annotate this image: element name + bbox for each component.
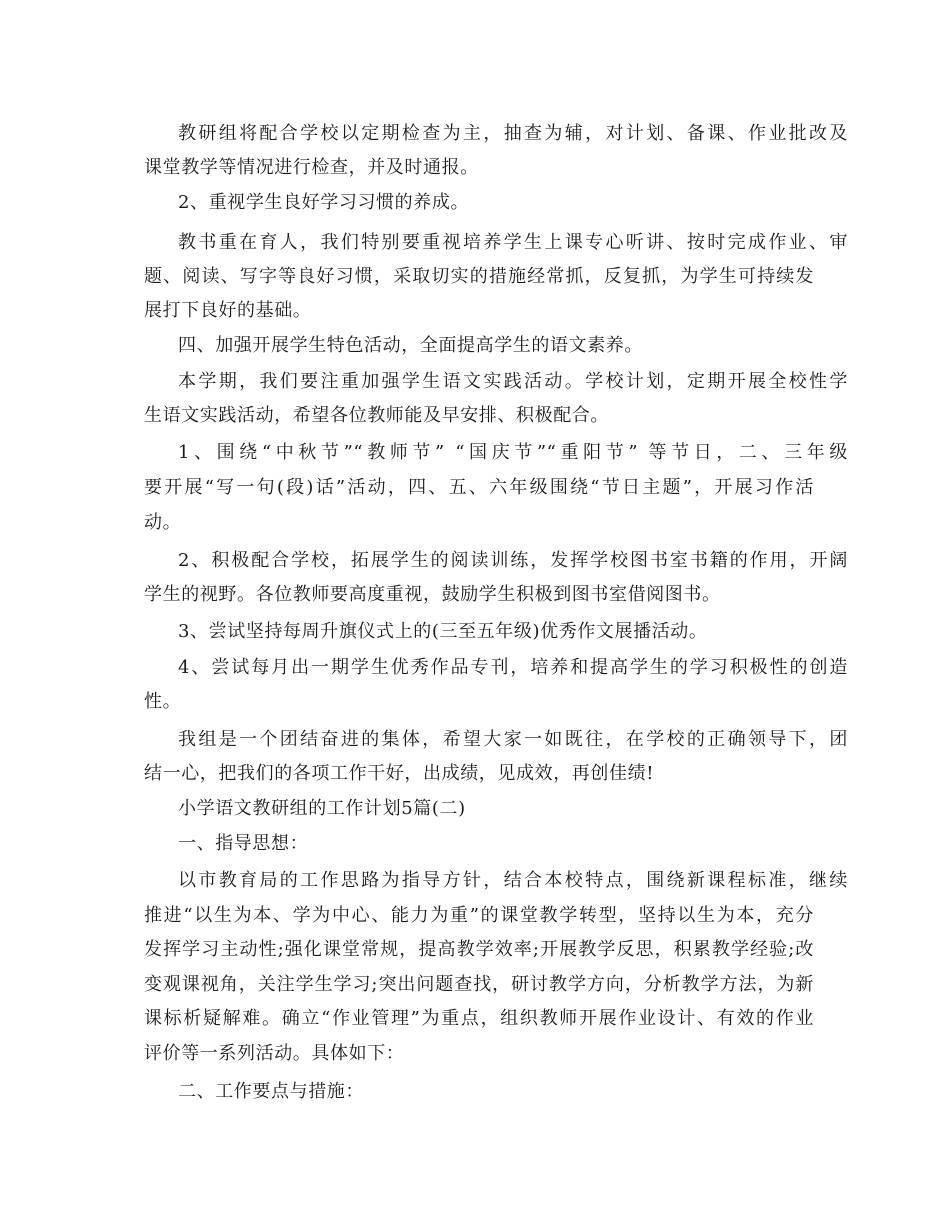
section-heading: 二、工作要点与措施： (178, 1081, 364, 1102)
paragraph-line: 4、尝试每月出一期学生优秀作品专刊，培养和提高学生的学习积极性的创造 (178, 657, 848, 678)
paragraph-line: 2、积极配合学校，拓展学生的阅读训练，发挥学校图书室书籍的作用，开阔 (178, 550, 848, 571)
section-heading: 一、指导思想： (178, 833, 309, 854)
paragraph-line: 评价等一系列活动。具体如下： (144, 1043, 405, 1064)
paragraph-line: 要开展“写一句(段)话”活动，四、五、六年级围绕“节日主题”，开展习作活 (144, 477, 814, 498)
paragraph-line: 结一心，把我们的各项工作干好，出成绩，见成效，再创佳绩! (144, 763, 655, 784)
paragraph-line: 1、围绕“中秋节”“教师节” “国庆节”“重阳节” 等节日，二、三年级 (178, 442, 848, 463)
paragraph-line: 学生的视野。各位教师要高度重视，鼓励学生积极到图书室借阅图书。 (144, 584, 721, 605)
paragraph-line: 教研组将配合学校以定期检查为主，抽查为辅，对计划、备课、作业批改及 (178, 123, 848, 144)
paragraph-line: 我组是一个团结奋进的集体，希望大家一如既往，在学校的正确领导下，团 (178, 729, 848, 750)
paragraph-line: 四、加强开展学生特色活动，全面提高学生的语文素养。 (178, 335, 643, 356)
paragraph-line: 2、重视学生良好学习习惯的养成。 (178, 192, 470, 213)
paragraph-line: 生语文实践活动，希望各位教师能及早安排、积极配合。 (144, 405, 609, 426)
paragraph-line: 展打下良好的基础。 (144, 300, 312, 321)
paragraph-line: 本学期，我们要注重加强学生语文实践活动。学校计划，定期开展全校性学 (178, 371, 848, 392)
paragraph-line: 变观课视角，关注学生学习;突出问题查找，研讨教学方向，分析教学方法，为新 (144, 974, 814, 995)
paragraph-line: 动。 (144, 512, 182, 533)
paragraph-line: 课堂教学等情况进行检查，并及时通报。 (144, 157, 479, 178)
paragraph-line: 发挥学习主动性;强化课堂常规，提高教学效率;开展教学反思，积累教学经验;改 (144, 939, 814, 960)
paragraph-line: 推进“以生为本、学为中心、能力为重”的课堂教学转型，坚持以生为本，充分 (144, 905, 814, 926)
paragraph-line: 3、尝试坚持每周升旗仪式上的(三至五年级)优秀作文展播活动。 (178, 621, 708, 642)
paragraph-line: 课标析疑解难。确立“作业管理”为重点，组织教师开展作业设计、有效的作业 (144, 1008, 814, 1029)
paragraph-line: 题、阅读、写字等良好习惯，采取切实的措施经常抓，反复抓，为学生可持续发 (144, 266, 814, 287)
paragraph-line: 以市教育局的工作思路为指导方针，结合本校特点，围绕新课程标准，继续 (178, 870, 848, 891)
section-heading: 小学语文教研组的工作计划5篇(二) (178, 798, 466, 819)
paragraph-line: 教书重在育人，我们特别要重视培养学生上课专心听讲、按时完成作业、审 (178, 232, 848, 253)
paragraph-line: 性。 (144, 691, 182, 712)
